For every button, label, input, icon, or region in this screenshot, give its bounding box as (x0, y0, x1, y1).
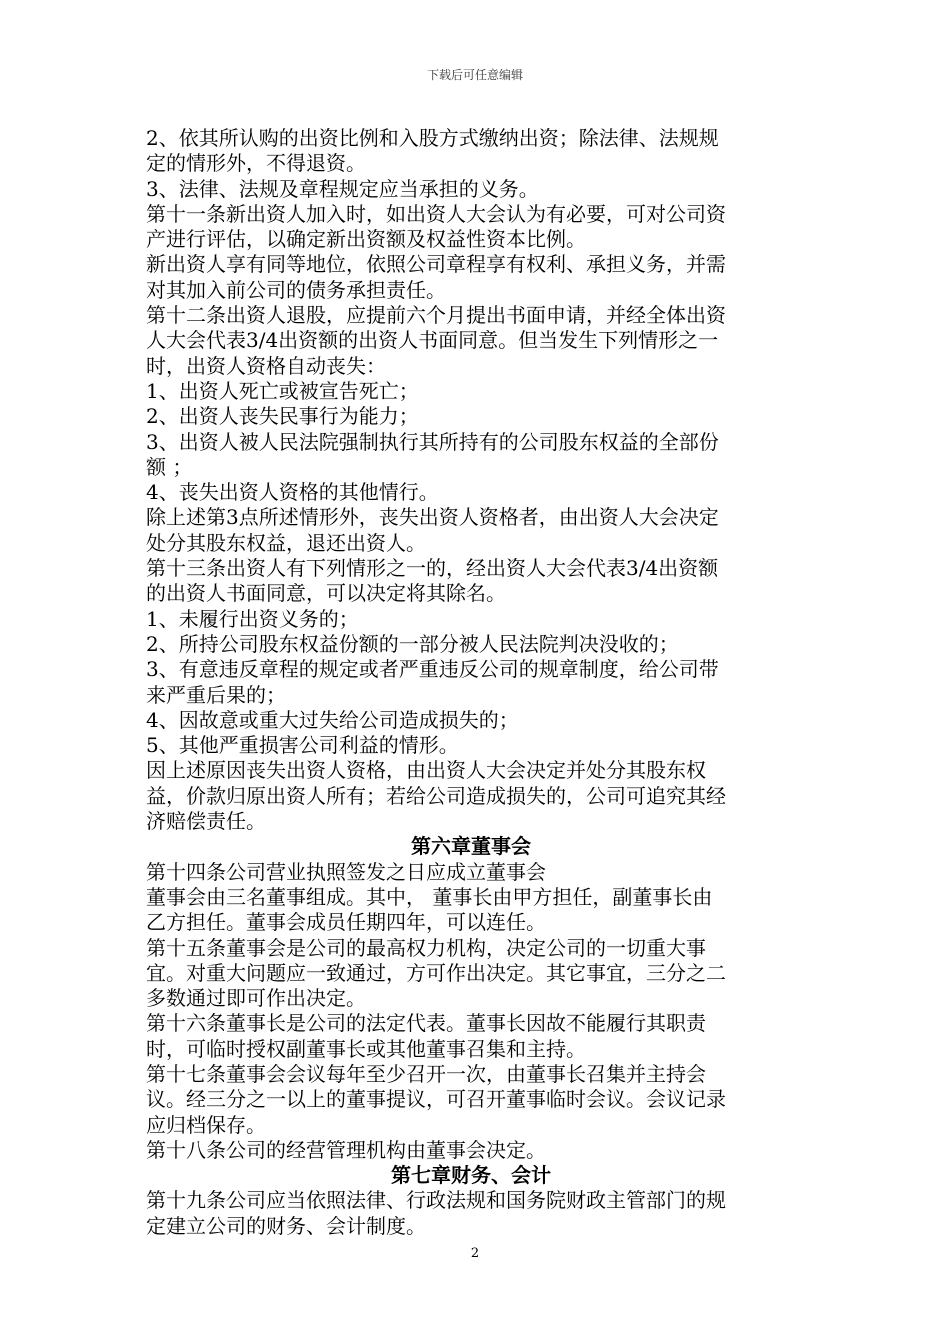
text-line: 定的情形外，不得退资。 (146, 151, 366, 176)
text-line: 益，价款归原出资人所有；若给公司造成损失的，公司可追究其经 (146, 783, 726, 808)
text-line: 第十五条董事会是公司的最高权力机构，决定公司的一切重大事 (146, 935, 706, 960)
text-line: 处分其股东权益，退还出资人。 (146, 530, 426, 555)
text-line: 第十六条董事长是公司的法定代表。董事长因故不能履行其职责 (146, 1011, 706, 1036)
text-line: 新出资人享有同等地位，依照公司章程享有权利、承担义务，并需 (146, 252, 726, 277)
text-line: 第十三条出资人有下列情形之一的，经出资人大会代表3/4出资额 (146, 556, 719, 581)
text-line: 1、未履行出资义务的； (146, 606, 359, 631)
text-line: 多数通过即可作出决定。 (146, 986, 366, 1011)
text-line: 2、所持公司股东权益份额的一部分被人民法院判决没收的； (146, 631, 679, 656)
text-line: 第十一条新出资人加入时，如出资人大会认为有必要，可对公司资 (146, 201, 726, 226)
text-line: 定建立公司的财务、会计制度。 (146, 1213, 426, 1238)
text-line: 董事会由三名董事组成。其中， 董事长由甲方担任，副董事长由 (146, 884, 713, 909)
text-line: 议。经三分之一以上的董事提议，可召开董事临时会议。会议记录 (146, 1087, 726, 1112)
text-line: 4、因故意或重大过失给公司造成损失的； (146, 707, 519, 732)
text-line: 济赔偿责任。 (146, 809, 266, 834)
page-header: 下载后可任意编辑 (426, 68, 523, 82)
text-line: 4、丧失出资人资格的其他情行。 (146, 480, 439, 505)
text-line: 5、其他严重损害公司利益的情形。 (146, 733, 459, 758)
text-line: 第十四条公司营业执照签发之日应成立董事会 (146, 859, 546, 884)
text-line: 3、出资人被人民法院强制执行其所持有的公司股东权益的全部份 (146, 429, 719, 454)
text-line: 第十九条公司应当依照法律、行政法规和国务院财政主管部门的规 (146, 1188, 726, 1213)
text-line: 3、有意违反章程的规定或者严重违反公司的规章制度，给公司带 (146, 657, 719, 682)
text-line: 的出资人书面同意，可以决定将其除名。 (146, 581, 506, 606)
page-number: 2 (470, 1246, 480, 1261)
text-line: 人大会代表3/4出资额的出资人书面同意。但当发生下列情形之一 (146, 328, 719, 353)
text-line: 时，可临时授权副董事长或其他董事召集和主持。 (146, 1036, 586, 1061)
text-line: 来严重后果的； (146, 682, 286, 707)
text-line: 因上述原因丧失出资人资格，由出资人大会决定并处分其股东权 (146, 758, 706, 783)
text-line: 时，出资人资格自动丧失： (146, 353, 386, 378)
text-line: 第十七条董事会会议每年至少召开一次，由董事长召集并主持会 (146, 1061, 706, 1086)
text-line: 乙方担任。董事会成员任期四年，可以连任。 (146, 910, 546, 935)
text-line: 额 ； (146, 454, 193, 479)
text-line: 对其加入前公司的债务承担责任。 (146, 277, 446, 302)
text-line: 产进行评估，以确定新出资额及权益性资本比例。 (146, 227, 586, 252)
text-line: 除上述第3点所述情形外，丧失出资人资格者，由出资人大会决定 (146, 505, 719, 530)
chapter-heading: 第六章董事会 (411, 834, 531, 859)
text-line: 应归档保存。 (146, 1112, 266, 1137)
text-line: 2、出资人丧失民事行为能力； (146, 404, 419, 429)
text-line: 第十二条出资人退股，应提前六个月提出书面申请，并经全体出资 (146, 303, 726, 328)
text-line: 1、出资人死亡或被宣告死亡； (146, 378, 419, 403)
text-line: 宜。对重大问题应一致通过，方可作出决定。其它事宜，三分之二 (146, 960, 726, 985)
text-line: 2、依其所认购的出资比例和入股方式缴纳出资；除法律、法规规 (146, 126, 719, 150)
text-line: 3、法律、法规及章程规定应当承担的义务。 (146, 176, 539, 201)
chapter-heading: 第七章财务、会计 (391, 1163, 551, 1188)
document-body (146, 126, 796, 1239)
text-line: 第十八条公司的经营管理机构由董事会决定。 (146, 1137, 546, 1162)
